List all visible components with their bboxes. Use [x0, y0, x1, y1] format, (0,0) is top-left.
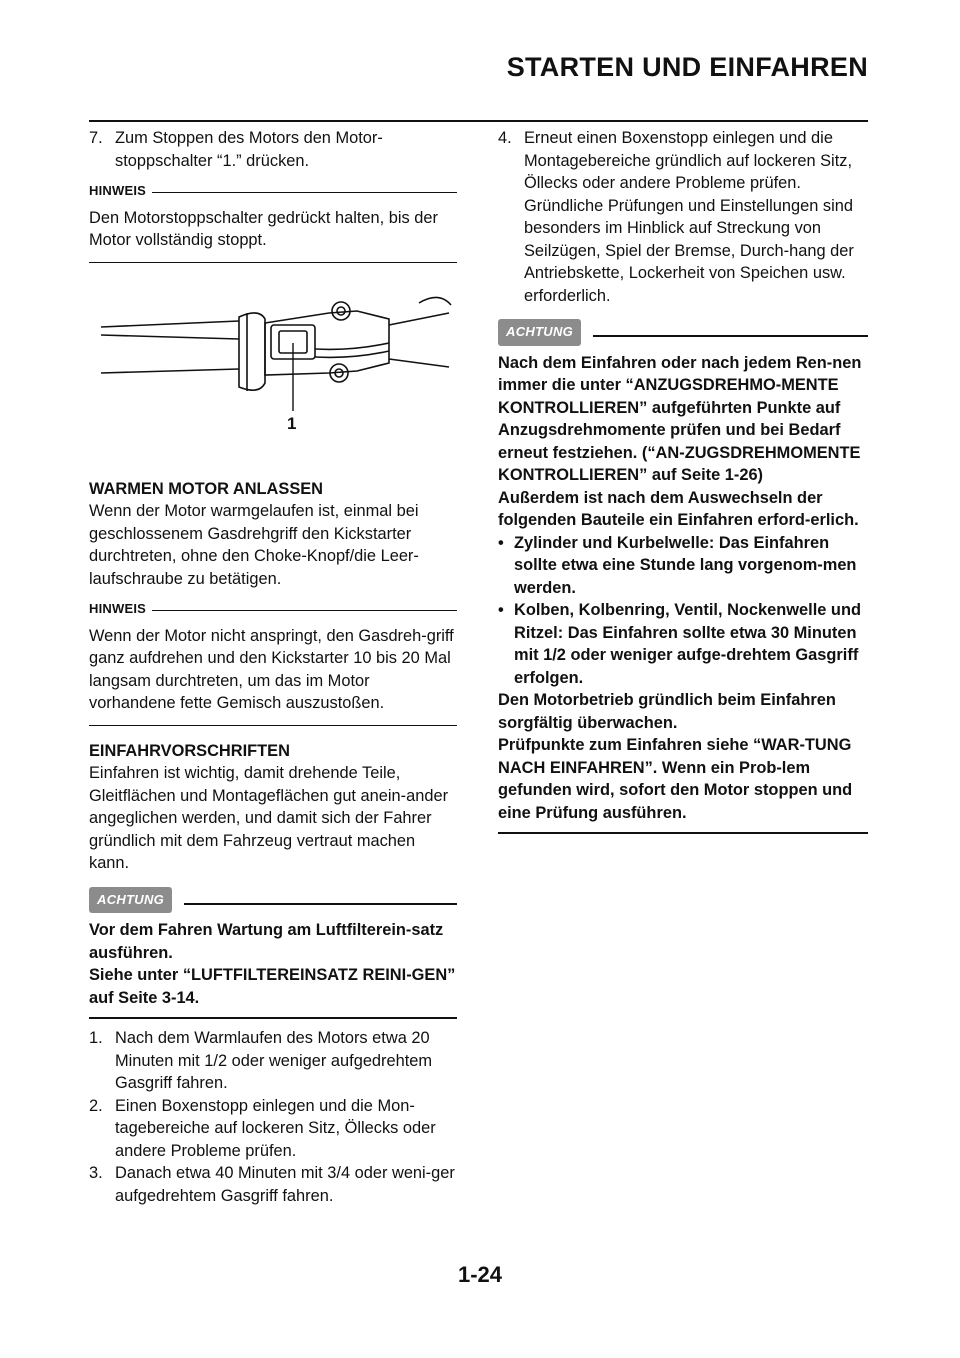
step-text: Zum Stoppen des Motors den Motor-stoppschalter “1.” drücken.	[115, 129, 383, 170]
step-number: 1.	[89, 1029, 103, 1047]
caution-divider	[593, 335, 868, 337]
note-hinweis-1	[89, 180, 457, 203]
step-number: 3.	[89, 1164, 103, 1182]
step-text: Einen Boxenstopp einlegen und die Mon-tagebereiche auf lockeren Sitz, Öllecks oder andere Probleme prüfen.	[115, 1096, 436, 1160]
step-number: 2.	[89, 1096, 103, 1115]
header-rule	[89, 120, 868, 122]
note-hinweis-2	[89, 598, 457, 621]
bullet-dot: •	[498, 533, 504, 552]
bullet-text: Kolben, Kolbenring, Ventil, Nockenwelle und Ritzel: Das Einfahren sollte etwa 30 Minuten mit 1/2 oder weniger aufge-drehtem Gasgriff erfolgen.	[514, 601, 861, 687]
caution-text: Siehe unter “LUFTFILTEREINSATZ REINI-GEN” auf Seite 3-14.	[89, 966, 456, 1007]
caution-bullet	[498, 532, 868, 600]
step-4	[498, 127, 868, 307]
caution-text: Außerdem ist nach dem Auswechseln der folgenden Bauteile ein Einfahren erford-erlich.	[498, 488, 859, 529]
step-2	[89, 1095, 457, 1163]
note-text: Den Motorstoppschalter gedrückt halten, bis der Motor vollständig stoppt.	[89, 208, 438, 249]
note-divider	[152, 610, 457, 611]
warm-start-text: Wenn der Motor warmgelaufen ist, einmal bei geschlossenem Gasdrehgriff den Kickstarter durchtreten, ohne den Choke-Knopf/die Leer-laufschraube zu betätigen.	[89, 502, 419, 588]
caution-header	[498, 319, 868, 346]
section-heading-breakin: EINFAHRVORSCHRIFTEN	[89, 741, 290, 760]
note-label: HINWEIS	[89, 183, 147, 198]
handlebar-figure	[89, 263, 457, 478]
step-number: 7.	[89, 129, 103, 147]
caution-divider	[184, 903, 457, 905]
section-heading-warm-start: WARMEN MOTOR ANLASSEN	[89, 479, 324, 498]
page-title: STARTEN UND EINFAHREN	[506, 52, 868, 82]
step-7	[89, 127, 457, 172]
step-text: Nach dem Warmlaufen des Motors etwa 20 Minuten mit 1/2 oder weniger aufgedrehtem Gasgriff fahren.	[115, 1029, 433, 1092]
note-end-rule	[89, 725, 457, 726]
step-number: 4.	[498, 129, 512, 147]
step-1	[89, 1027, 457, 1095]
caution-end-rule	[89, 1017, 457, 1019]
bullet-dot: •	[498, 601, 504, 619]
caution-end-rule	[498, 832, 868, 834]
step-text: Danach etwa 40 Minuten mit 3/4 oder weni-ger aufgedrehtem Gasgriff fahren.	[115, 1164, 455, 1205]
page-number: 1-24	[457, 1262, 503, 1287]
note-label: HINWEIS	[89, 601, 147, 616]
caution-header	[89, 887, 457, 914]
caution-badge: ACHTUNG	[89, 887, 172, 914]
step-3	[89, 1162, 457, 1207]
right-column	[498, 127, 868, 834]
left-column	[89, 127, 457, 1207]
note-divider	[152, 192, 457, 193]
bullet-text: Zylinder und Kurbelwelle: Das Einfahren sollte etwa eine Stunde lang vorgenom-men werden.	[514, 533, 857, 597]
breakin-text: Einfahren ist wichtig, damit drehende Teile, Gleitflächen und Montageflächen gut anein-ander angeglichen werden, und damit sich der Fahrer gründlich mit dem Fahrzeug vertraut machen kann.	[89, 764, 449, 872]
caution-badge: ACHTUNG	[498, 319, 581, 346]
caution-text: Nach dem Einfahren oder nach jedem Ren-nen immer die unter “ANZUGSDREHMO-MENTE KONTROLLIEREN” aufgeführten Punkte auf Anzugsdrehmomente prüfen und bei Bedarf erneut festziehen. (“AN-ZUGSDREHMOMENTE KONTROLLIEREN” auf Seite 1-26)	[498, 353, 862, 484]
caution-bullet	[498, 599, 868, 689]
figure-callout-1: 1	[287, 413, 297, 433]
caution-text: Prüfpunkte zum Einfahren siehe “WAR-TUNG NACH EINFAHREN”. Wenn ein Prob-lem gefunden wird, sofort den Motor stoppen und eine Prüfung ausführen.	[498, 736, 853, 822]
step-text: Erneut einen Boxenstopp einlegen und die Montagebereiche gründlich auf lockeren Sitz, Öllecks oder andere Probleme prüfen. Gründliche Prüfungen und Einstellungen sind besonders im Hinblick auf Streckung von Seilzügen, Spiel der Bremse, Durch-hang der Antriebskette, Lockerheit von Speichen usw. erforderlich.	[524, 129, 854, 305]
note-text: Wenn der Motor nicht anspringt, den Gasdreh-griff ganz aufdrehen und den Kickstarter 10 bis 20 Mal langsam durchtreten, um das im Motor vorhandene fette Gemisch auszustoßen.	[89, 626, 454, 712]
caution-text: Den Motorbetrieb gründlich beim Einfahren sorgfältig überwachen.	[498, 691, 836, 732]
caution-text: Vor dem Fahren Wartung am Luftfilterein-satz ausführen.	[89, 921, 444, 962]
handlebar-switch-illustration	[89, 263, 457, 478]
